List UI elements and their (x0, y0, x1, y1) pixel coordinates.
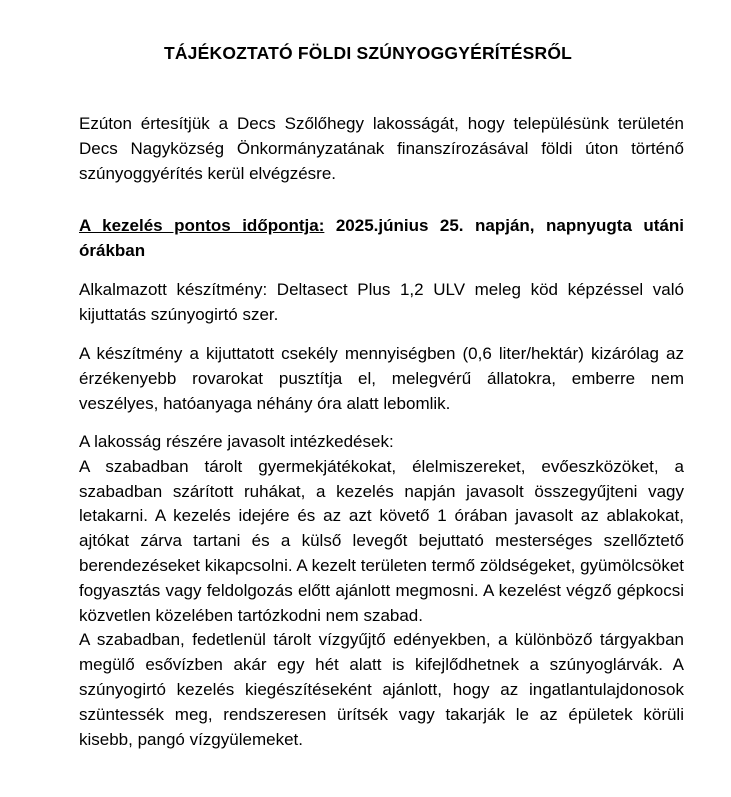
page-title: TÁJÉKOZTATÓ FÖLDI SZÚNYOGGYÉRÍTÉSRŐL (163, 43, 573, 63)
measures-paragraph-1: A szabadban tárolt gyermekjátékokat, élelmiszereket, evőeszközöket, a szabadban szárított ruhákat, a kezelés napján javasolt összegyűjteni vagy letakarni. A kezelés idejére és az azt követő 1 órában javasolt az ablakokat, ajtókat zárva tartani és a külső levegőt bejuttató mesterséges szellőztető berendezéseket kikapcsolni. A kezelt területen termő zöldségeket, gyümölcsöket fogyasztás vagy feldolgozás előtt ajánlott megmosni. A kezelést végző gépkocsi közvetlen közelében tartózkodni nem szabad. (79, 456, 684, 625)
measures-section (79, 430, 684, 752)
intro-paragraph: Ezúton értesítjük a Decs Szőlőhegy lakosságát, hogy településünk területén Decs Nagyközség Önkormányzatának finanszírozásával földi úton történő szúnyoggyérítés kerül elvégzésre. (79, 114, 684, 183)
measures-paragraph-2: A szabadban, fedetlenül tárolt vízgyűjtő edényekben, a különböző tárgyakban megülő esővízben akár egy hét alatt is kifejlődhetnek a szúnyoglárvák. A szúnyogirtó kezelés kiegészítéseként ajánlott, hogy az ingatlantulajdonosok szüntessék meg, rendszeresen ürítsék vagy takarják le az épületek körüli kisebb, pangó vízgyülemeket. (79, 630, 684, 749)
schedule-paragraph (79, 214, 684, 264)
product-paragraph: Alkalmazott készítmény: Deltasect Plus 1,2 ULV meleg köd képzéssel való kijuttatás szúnyogirtó szer. (79, 280, 684, 324)
schedule-value: 2025.június 25. napján, napnyugta utáni órákban (79, 216, 685, 260)
schedule-label: A kezelés pontos időpontja: (79, 216, 325, 235)
effect-paragraph: A készítmény a kijuttatott csekély mennyiségben (0,6 liter/hektár) kizárólag az érzékenyebb rovarokat pusztítja el, melegvérű állatokra, emberre nem veszélyes, hatóanyaga néhány óra alatt lebomlik. (79, 344, 684, 413)
measures-heading: A lakosság részére javasolt intézkedések: (79, 432, 394, 451)
